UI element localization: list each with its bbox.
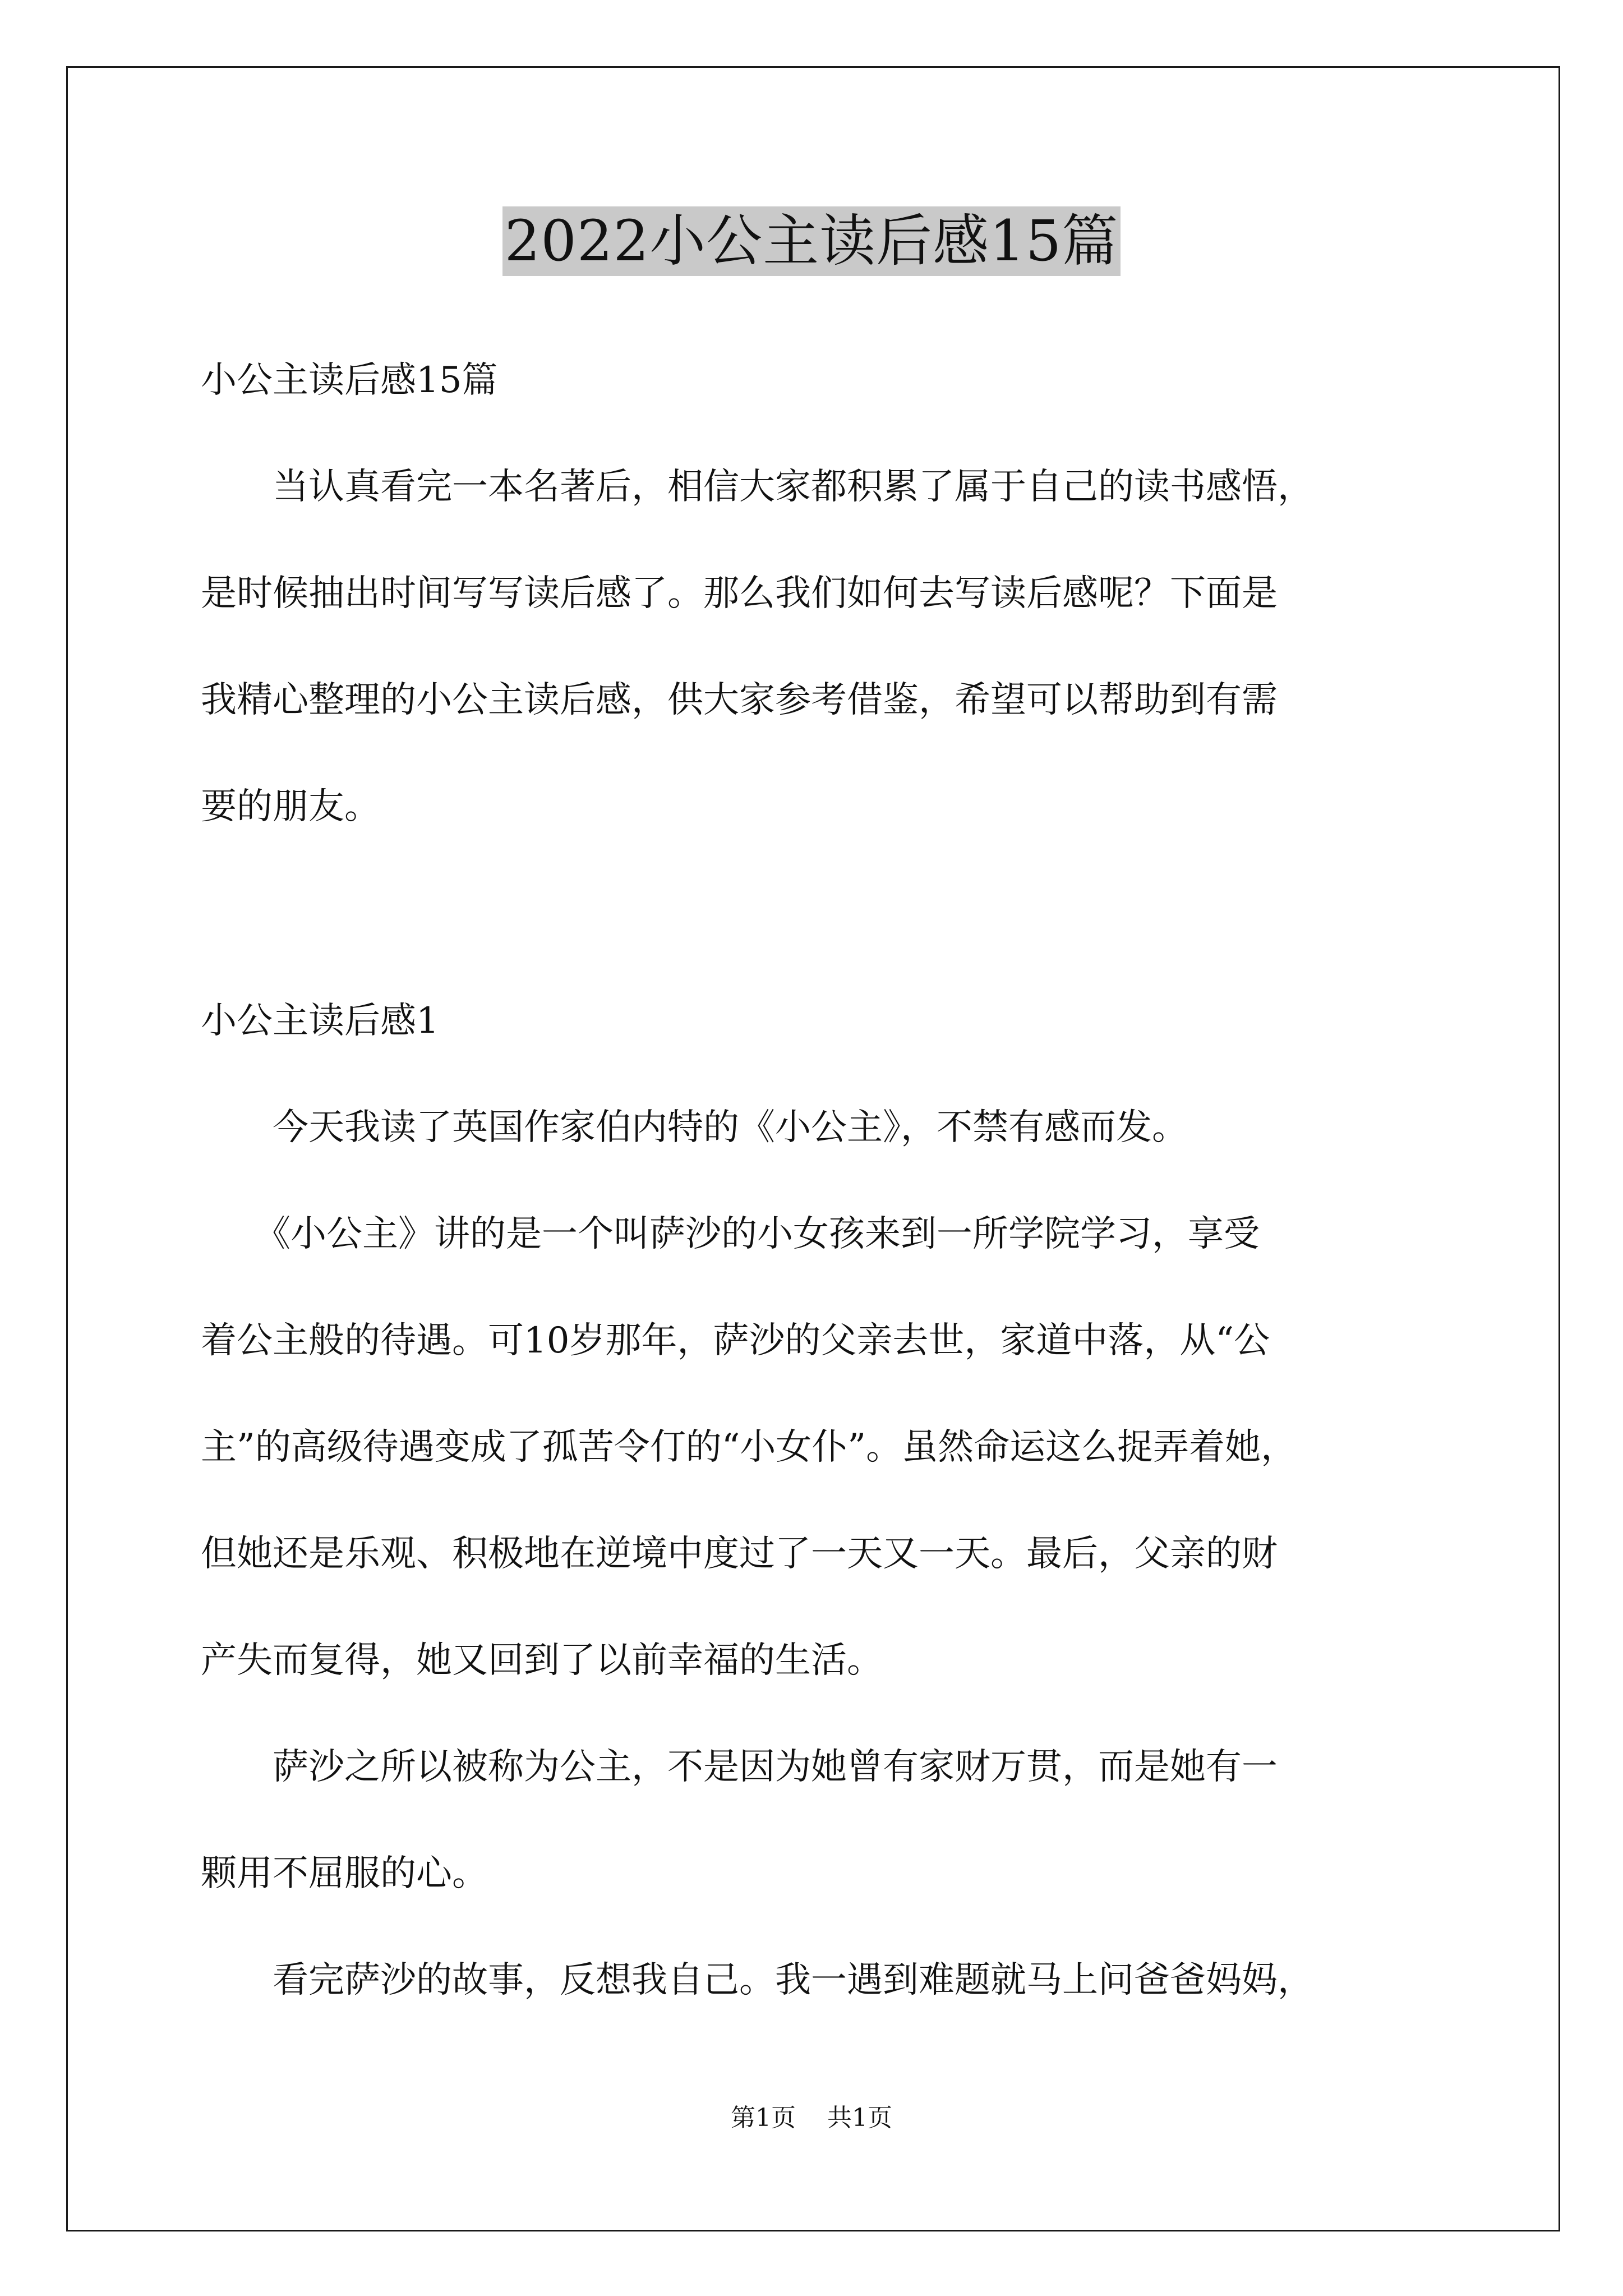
title-container: [0, 206, 1623, 276]
body-line: 我精心整理的小公主读后感，供大家参考借鉴，希望可以帮助到有需: [201, 679, 1278, 721]
page-number: 第1页: [731, 2104, 796, 2132]
document-title: 2022小公主读后感15篇: [502, 206, 1121, 276]
body-line: 《小公主》讲的是一个叫萨沙的小女孩来到一所学院学习，享受: [201, 1213, 1260, 1255]
body-line: 看完萨沙的故事，反想我自己。我一遇到难题就马上问爸爸妈妈，: [201, 1959, 1313, 2001]
subtitle-line: 小公主读后感15篇: [201, 360, 498, 401]
body-line: 着公主般的待遇。可10岁那年，萨沙的父亲去世，家道中落，从“公: [201, 1320, 1270, 1361]
body-line: 要的朋友。: [201, 786, 380, 827]
body-line: 是时候抽出时间写写读后感了。那么我们如何去写读后感呢？下面是: [201, 573, 1278, 614]
body-line: 颗用不屈服的心。: [201, 1853, 488, 1894]
body-line: 今天我读了英国作家伯内特的《小公主》，不禁有感而发。: [201, 1107, 1188, 1148]
body-line: 当认真看完一本名著后，相信大家都积累了属于自己的读书感悟，: [201, 466, 1313, 508]
body-line: 产失而复得，她又回到了以前幸福的生活。: [201, 1640, 883, 1681]
body-line: 主”的高级待遇变成了孤苦令仃的“小女仆”。虽然命运这么捉弄着她，: [201, 1427, 1297, 1468]
body-line: 萨沙之所以被称为公主，不是因为她曾有家财万贯，而是她有一: [201, 1746, 1278, 1788]
page-total: 共1页: [827, 2104, 892, 2132]
section-heading: 小公主读后感1: [201, 1000, 439, 1042]
body-line: 但她还是乐观、积极地在逆境中度过了一天又一天。最后，父亲的财: [201, 1533, 1278, 1575]
page-footer: [0, 2102, 1623, 2134]
